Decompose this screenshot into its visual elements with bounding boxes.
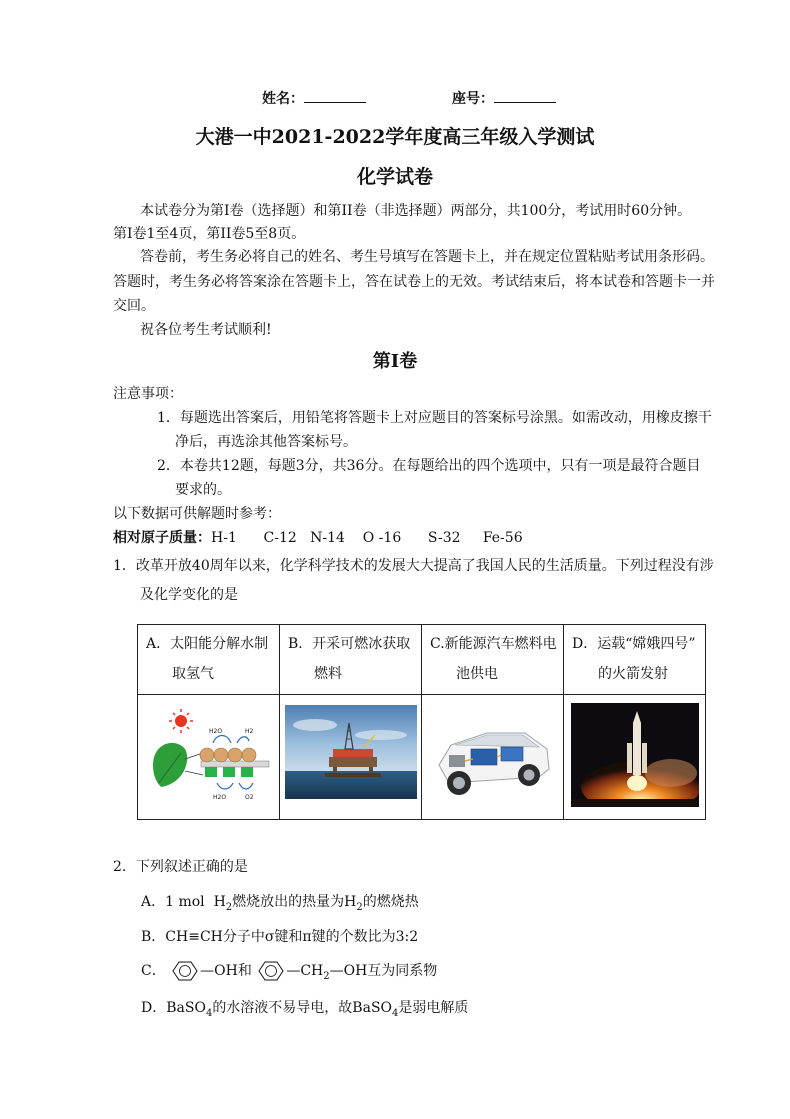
- option-d-line2: 的火箭发射: [598, 666, 668, 682]
- intro-p2a: 答卷前，考生务必将自己的姓名、考生号填写在答题卡上，并在规定位置粘贴考试用条形码。: [140, 249, 714, 265]
- option-a-line2: 取氢气: [172, 666, 214, 682]
- atomic-mass-label: 相对原子质量：: [113, 530, 211, 546]
- seat-blank[interactable]: [494, 86, 556, 103]
- benzene-ring-icon: [170, 960, 200, 982]
- note-1a: 1．每题选出答案后，用铅笔将答题卡上对应题目的答案标号涂黑。如需改动，用橡皮擦干: [157, 410, 712, 426]
- name-label: 姓名：: [262, 91, 304, 107]
- option-a-cell[interactable]: [138, 625, 280, 695]
- name-blank[interactable]: [304, 86, 366, 103]
- q2-option-a[interactable]: [141, 892, 419, 918]
- intro-p2b: 答题时，考生务必将答案涂在答题卡上，答在试卷上的无效。考试结束后，将本试卷和答题卡一并: [113, 274, 715, 290]
- seat-label: 座号：: [452, 91, 494, 107]
- membrane-proteins: [200, 748, 256, 762]
- q2-c-prefix: C．: [141, 963, 166, 979]
- intro-p2c: 交回。: [113, 298, 155, 314]
- q2-d-sub: 4: [205, 1007, 213, 1019]
- label-h2: H2: [244, 728, 253, 735]
- option-a-line1: A．太阳能分解水制: [146, 636, 269, 652]
- q2-a-h2: H: [344, 894, 357, 910]
- option-c-line1: C.新能源汽车燃料电: [430, 636, 557, 652]
- note-2a: 2．本卷共12题，每题3分，共36分。在每题给出的四个选项中，只有一项是最符合题目: [157, 458, 701, 474]
- q2-c-sub: 2: [323, 970, 330, 982]
- atomic-mass-values: H-1 C-12 N-14 O -16 S-32 Fe-56: [211, 530, 523, 546]
- q2-a-end: 的燃烧热: [362, 894, 419, 910]
- option-d-image-cell: [564, 695, 706, 820]
- leaf-icon: [153, 743, 187, 787]
- reference-line: 以下数据可供解题时参考：: [113, 506, 281, 522]
- option-d-line1: D．运载“嫦娥四号”: [572, 636, 696, 652]
- label-h2o-top: H2O: [208, 728, 222, 735]
- q2-a-mid: 燃烧放出的热量为: [232, 894, 345, 910]
- intro-p3: 祝各位考生考试顺利!: [140, 322, 272, 338]
- q2-c-ch2oh: —CH: [286, 963, 324, 979]
- notes-label: 注意事项：: [113, 386, 183, 402]
- benzene-ring-icon: [256, 960, 286, 982]
- q1-stem-b: 及化学变化的是: [140, 587, 238, 603]
- intro-p1b: 第I卷1至4页，第II卷5至8页。: [113, 226, 306, 242]
- option-c-cell[interactable]: [422, 625, 564, 695]
- seat-field: [452, 86, 556, 109]
- q2-option-b[interactable]: B．CH≡CH分子中σ键和π键的个数比为3:2: [141, 929, 419, 945]
- q2-d-mid: 的水溶液不易导电，故BaSO: [212, 1000, 393, 1016]
- q2-stem: 2．下列叙述正确的是: [113, 859, 248, 875]
- q1-options-table: [137, 624, 706, 820]
- option-b-line1: B．开采可燃冰获取: [288, 636, 411, 652]
- q2-c-end: —OH互为同系物: [329, 963, 438, 979]
- option-b-cell[interactable]: [280, 625, 422, 695]
- option-a-image-cell: [138, 695, 280, 820]
- label-o2: O2: [244, 794, 254, 801]
- q2-d-sub2: 4: [392, 1007, 399, 1019]
- name-field: [262, 86, 366, 109]
- exam-title: 大港一中2021-2022学年度高三年级入学测试: [195, 126, 595, 148]
- note-2b: 要求的。: [175, 482, 231, 498]
- note-1b: 净后，再选涂其他答案标号。: [175, 434, 357, 450]
- atomic-mass-line: [113, 528, 523, 548]
- q2-a-sub2: 2: [356, 901, 363, 913]
- q2-a-prefix: A．1 mol: [141, 894, 205, 910]
- drilling-platform-photo: [285, 705, 417, 799]
- label-h2o-bottom: H2O: [212, 794, 226, 801]
- q2-d-prefix: D．BaSO: [141, 1000, 206, 1016]
- option-c-line2: 池供电: [456, 666, 498, 682]
- rocket-launch-photo: [571, 703, 699, 807]
- option-d-cell[interactable]: [564, 625, 706, 695]
- q2-d-end: 是弱电解质: [398, 1000, 469, 1016]
- option-b-image-cell: [280, 695, 422, 820]
- fuel-cell-car-image: [429, 703, 557, 807]
- q2-option-d[interactable]: [141, 998, 468, 1024]
- option-c-image-cell: [422, 695, 564, 820]
- q2-option-c[interactable]: [141, 960, 437, 987]
- q2-c-oh: —OH和: [200, 963, 252, 979]
- section-title: 第I卷: [372, 351, 418, 372]
- sun-icon: [169, 709, 193, 733]
- intro-p1a: 本试卷分为第I卷（选择题）和第II卷（非选择题）两部分，共100分，考试用时60分钟。: [140, 203, 692, 219]
- photosynthesis-diagram: [145, 703, 273, 807]
- q2-a-h: H: [213, 894, 226, 910]
- car-icon: [439, 733, 549, 795]
- exam-subtitle: 化学试卷: [356, 166, 433, 188]
- option-b-line2: 燃料: [314, 666, 342, 682]
- q2-a-sub: 2: [225, 901, 233, 913]
- q1-stem-a: 1．改革开放40周年以来，化学科学技术的发展大大提高了我国人民的生活质量。下列过程没有涉: [113, 558, 714, 574]
